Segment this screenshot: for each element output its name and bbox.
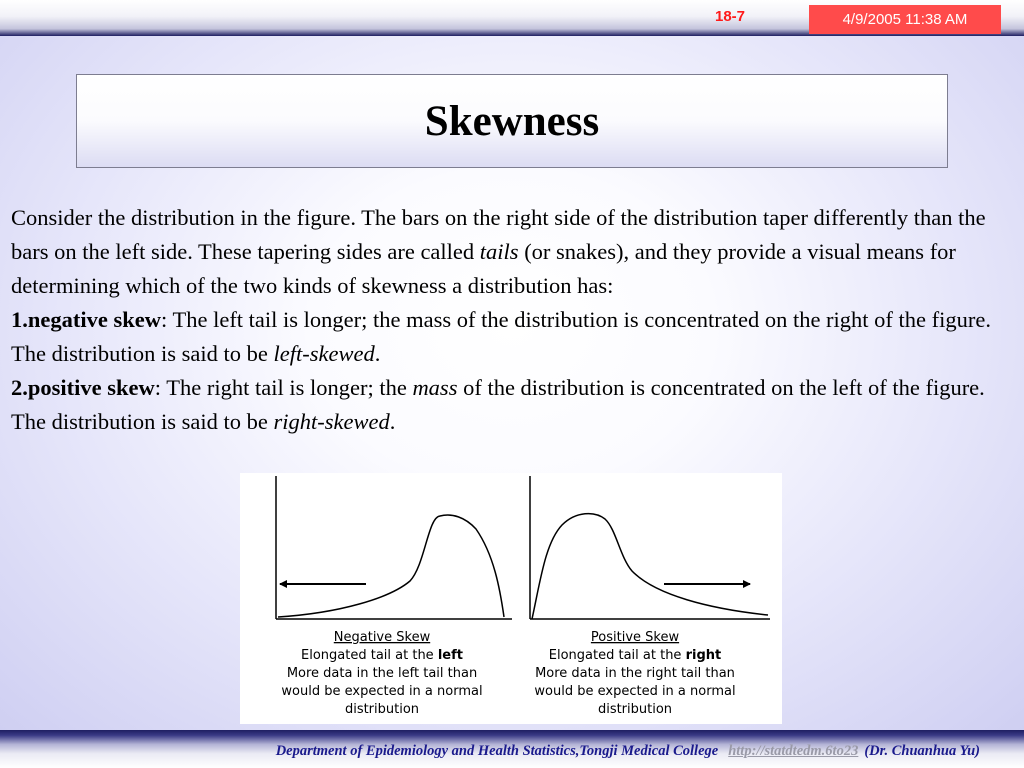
positive-skew-item	[11, 371, 1011, 439]
mass-term: mass	[412, 375, 458, 400]
negative-skew-curve	[278, 515, 504, 617]
footer-department: Department of Epidemiology and Health Statistics,Tongji Medical College	[275, 743, 719, 759]
negative-skew-title: Negative Skew	[333, 630, 431, 645]
positive-skew-curve	[532, 514, 768, 619]
positive-desc-prefix: Elongated tail at the	[548, 648, 686, 663]
intro-text-2: (or snakes), and they provide a visual means for determining which of the two kinds of skewness a distribution has:	[11, 239, 956, 298]
right-skewed-term: right-skewed	[273, 409, 390, 434]
negative-skew-end: .	[374, 341, 381, 366]
header-bar	[0, 0, 1024, 36]
positive-skew-desc-1	[549, 648, 721, 663]
slide-number: 18-7	[714, 8, 746, 25]
negative-skew-desc-1	[301, 648, 463, 663]
negative-skew-desc-2: More data in the left tail than	[286, 666, 478, 681]
slide-title: Skewness	[424, 97, 600, 145]
skewness-diagram	[240, 473, 782, 724]
intro-text-1: Consider the distribution in the figure. The bars on the right side of the distribution taper differently than the bars on the left side. These tapering sides are called	[11, 205, 986, 264]
positive-skew-desc-3: would be expected in a normal	[534, 684, 736, 699]
intro-tails-term: tails	[479, 239, 519, 264]
negative-desc-prefix: Elongated tail at the	[301, 648, 438, 663]
footer-author: (Dr. Chuanhua Yu)	[864, 743, 980, 759]
positive-skew-title: Positive Skew	[590, 630, 680, 645]
negative-skew-text: : The left tail is longer; the mass of the distribution is concentrated on the right of the figure. The distribution is said to be	[11, 307, 992, 366]
slide-content	[0, 36, 1024, 730]
positive-desc-bold: right	[685, 648, 722, 663]
positive-skew-text-1: : The right tail is longer; the	[154, 375, 413, 400]
body-text	[11, 201, 1011, 439]
positive-skew-desc-4: distribution	[597, 702, 673, 717]
positive-skew-desc-2: More data in the right tail than	[535, 666, 735, 681]
negative-desc-bold: left	[437, 648, 463, 663]
negative-skew-desc-4: distribution	[344, 702, 420, 717]
left-skewed-term: left-skewed	[273, 341, 375, 366]
skewness-figure	[240, 473, 782, 724]
footer-bar	[0, 730, 1024, 768]
intro-paragraph	[11, 201, 1011, 303]
positive-skew-text-2: of the distribution is concentrated on the left of the figure. The distribution is said to be	[11, 375, 985, 434]
positive-skew-end: .	[389, 409, 396, 434]
title-box	[76, 74, 948, 168]
footer-text	[276, 743, 980, 760]
negative-skew-label: 1.negative skew	[11, 307, 161, 332]
slide-datetime: 4/9/2005 11:38 AM	[809, 5, 1001, 34]
footer-link[interactable]: http://statdtedm.6to23	[728, 743, 859, 759]
negative-skew-desc-3: would be expected in a normal	[281, 684, 483, 699]
positive-skew-label: 2.positive skew	[11, 375, 155, 400]
negative-skew-item	[11, 303, 1011, 371]
